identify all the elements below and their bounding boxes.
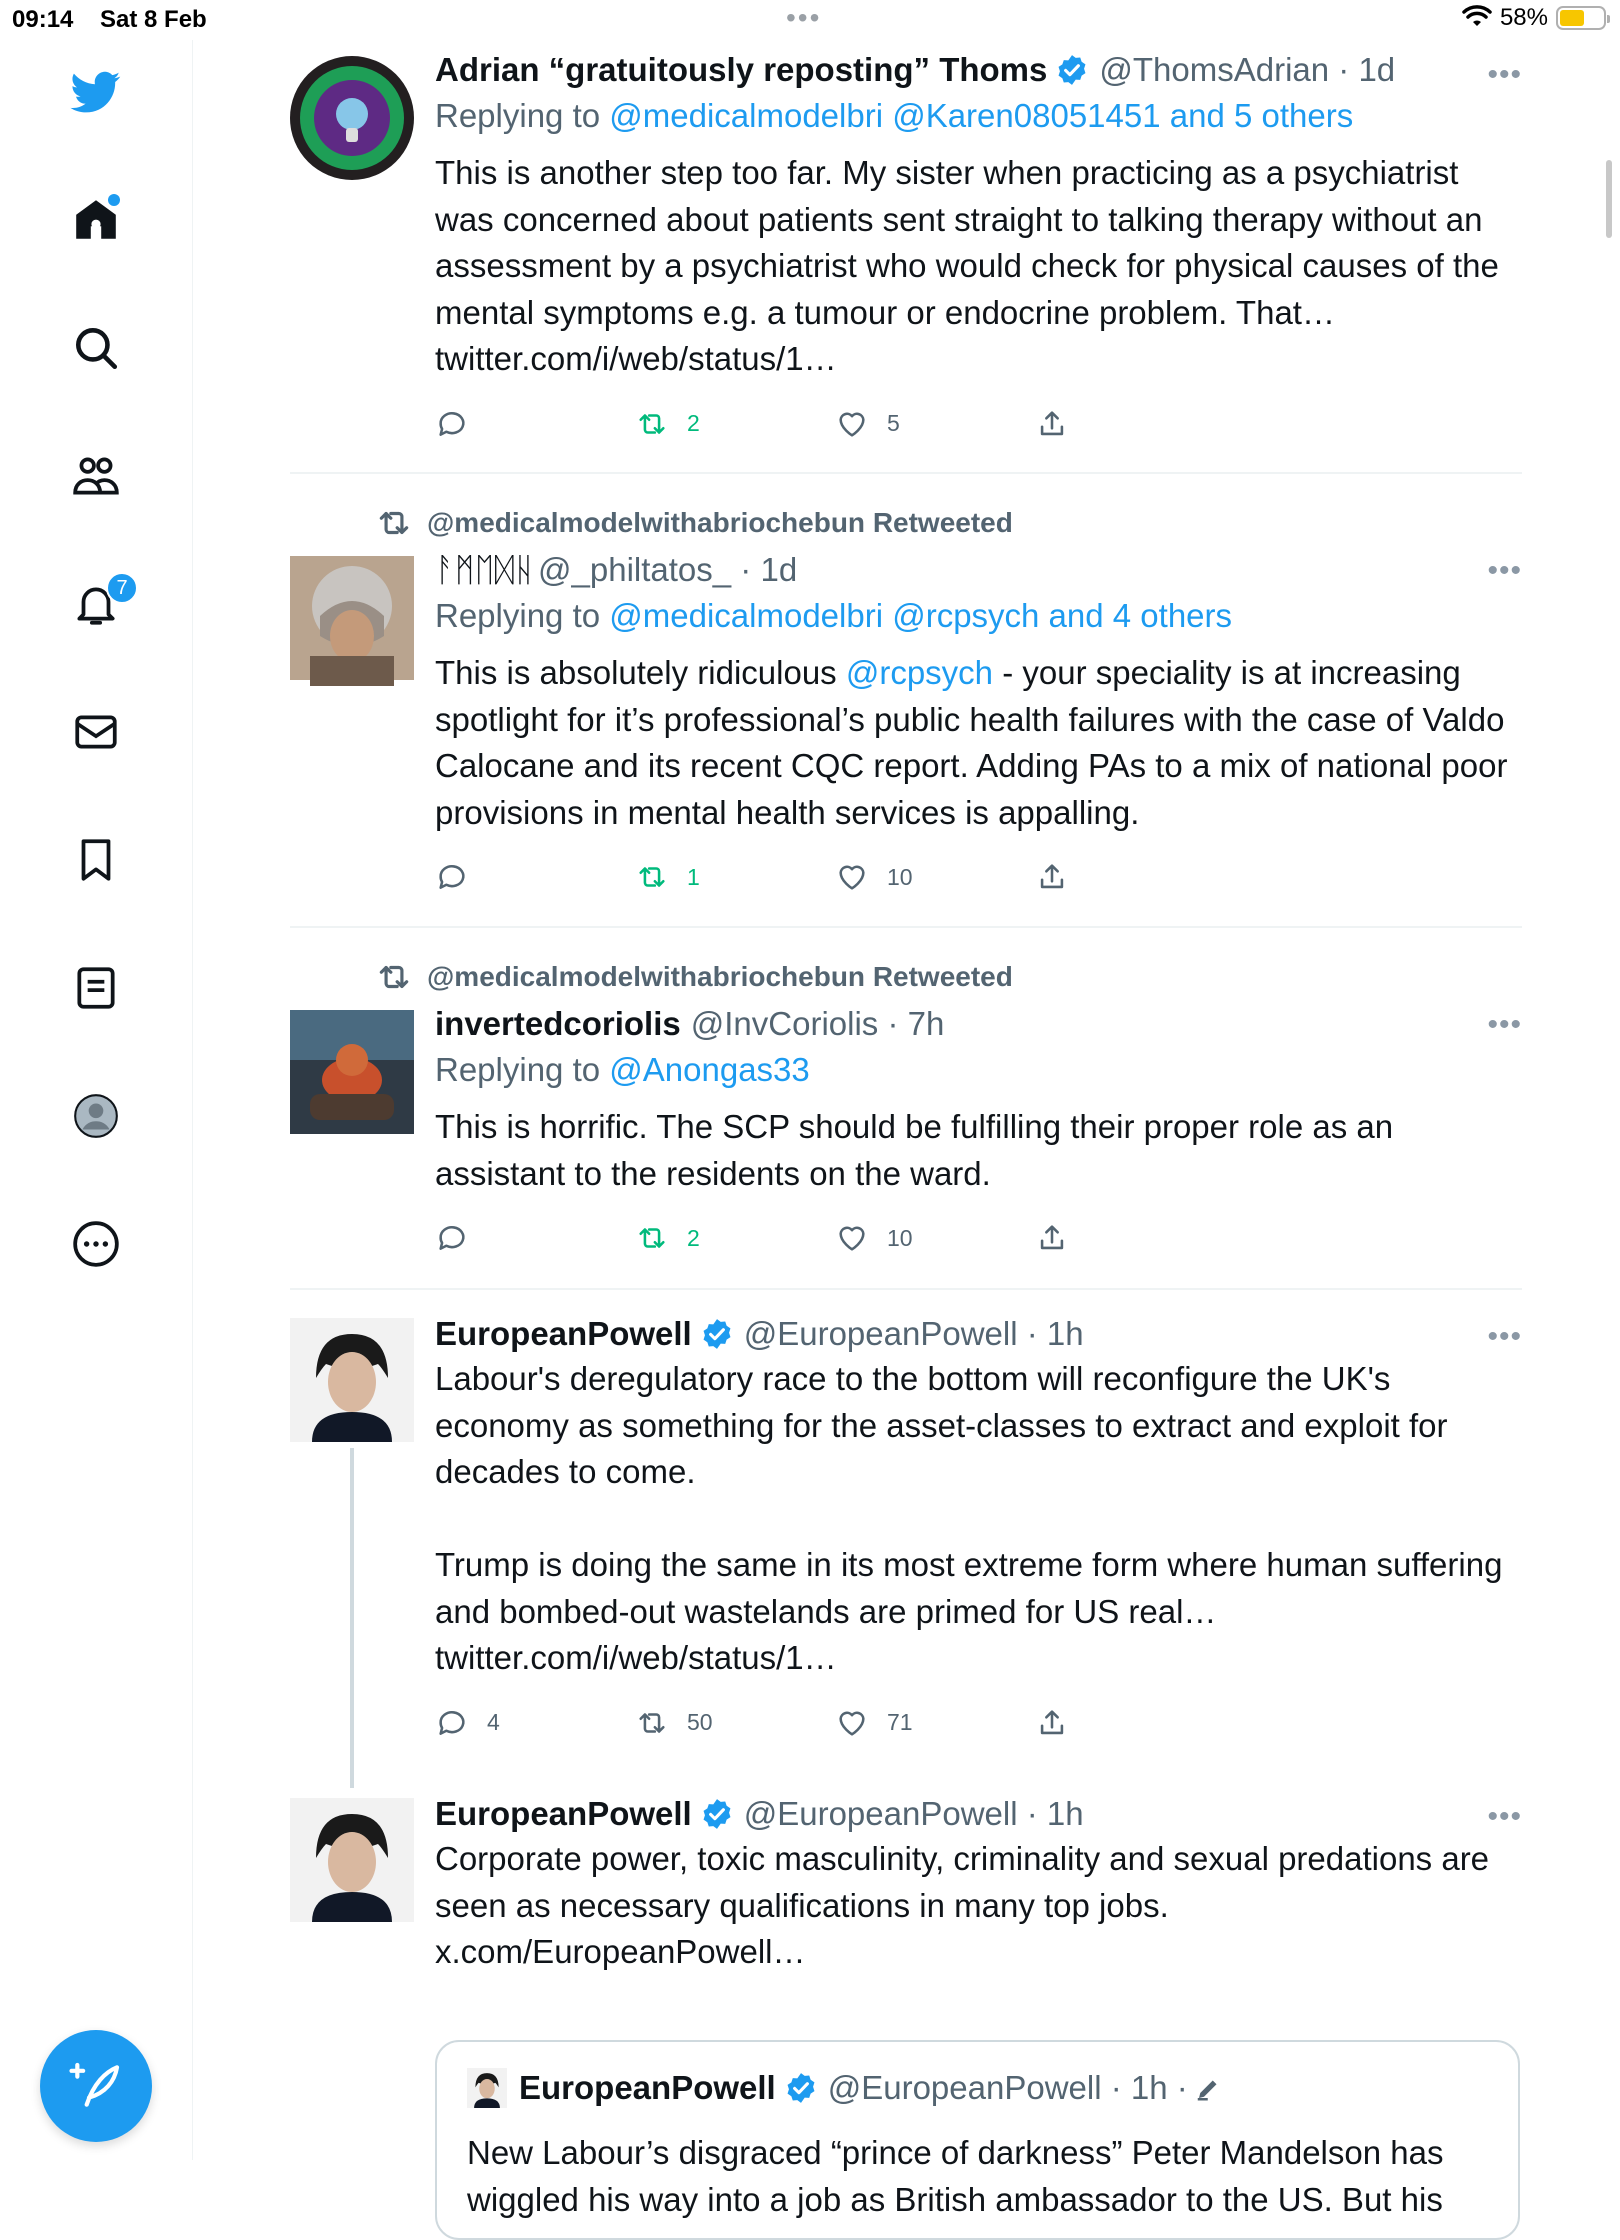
verified-badge-icon	[700, 1797, 734, 1831]
reply-icon	[435, 1221, 469, 1255]
reply-mentions[interactable]: @medicalmodelbri @Karen08051451 and 5 others	[609, 97, 1354, 134]
retweet-count: 2	[687, 410, 700, 436]
share-button[interactable]	[1035, 1706, 1069, 1740]
heart-icon	[835, 860, 869, 894]
battery-percent: 58%	[1499, 4, 1548, 31]
tweet-content	[435, 1312, 1510, 1746]
tweet-link[interactable]: twitter.com/i/web/status/1…	[435, 340, 837, 377]
tweet-text: Labour's deregulatory race to the bottom will reconfigure the UK's economy as something for the asset-classes to extract and exploit for decades to come. Trump is doing the same in its most extreme form where human suffering and bombed-out wastelands are primed for US real…	[435, 1360, 1503, 1630]
compose-icon	[68, 2058, 124, 2114]
tweet-actions	[435, 860, 1510, 900]
retweet-small-icon	[375, 504, 413, 542]
retweeted-by-text[interactable]: @medicalmodelwithabriochebun Retweeted	[427, 507, 1013, 538]
tweet-header	[435, 1792, 1510, 1836]
tweet-content	[435, 48, 1510, 447]
quoted-tweet[interactable]	[435, 2040, 1520, 2240]
multitasking-dots[interactable]: •••	[786, 2, 822, 33]
heart-icon	[835, 1706, 869, 1740]
verified-badge-icon	[1055, 53, 1089, 87]
retweet-count: 50	[687, 1709, 713, 1735]
communities-icon[interactable]	[66, 446, 126, 506]
share-icon	[1035, 860, 1069, 894]
retweeted-by-text[interactable]: @medicalmodelwithabriochebun Retweeted	[427, 961, 1013, 992]
home-icon[interactable]	[66, 190, 126, 250]
battery-fill	[1560, 10, 1584, 26]
thread-connector	[350, 1448, 354, 1788]
retweet-count: 2	[687, 1224, 700, 1251]
tweet-text: Corporate power, toxic masculinity, criminality and sexual predations are seen as necessary qualifications in many top jobs.	[435, 1840, 1490, 1924]
share-button[interactable]	[1035, 1221, 1069, 1255]
tweet-divider	[290, 472, 1522, 474]
retweet-count: 1	[687, 863, 700, 890]
reply-button[interactable]	[435, 860, 487, 894]
tweet-actions	[435, 1706, 1510, 1746]
avatar[interactable]	[290, 1798, 414, 1922]
tweet-header	[435, 1312, 1510, 1356]
replying-to	[435, 92, 1510, 140]
retweet-small-icon	[375, 958, 413, 996]
like-button[interactable]	[835, 860, 913, 894]
reply-button[interactable]	[435, 1706, 500, 1740]
notifications-icon[interactable]	[66, 574, 126, 634]
replying-to-label: Replying to	[435, 1051, 610, 1088]
bookmarks-icon[interactable]	[66, 830, 126, 890]
search-icon[interactable]	[66, 318, 126, 378]
heart-icon	[835, 407, 869, 441]
tweet-header	[435, 548, 1510, 592]
tweet-text: This is another step too far. My sister when practicing as a psychiatrist was concerned about patients sent straight to talking therapy without an assessment by a psychiatrist who would check for physical causes of the mental symptoms e.g. a tumour or endocrine problem. That…	[435, 154, 1499, 331]
retweet-button[interactable]	[635, 1221, 700, 1255]
like-button[interactable]	[835, 1221, 913, 1255]
tweet-link[interactable]: twitter.com/i/web/status/1…	[435, 1639, 837, 1676]
retweet-button[interactable]	[635, 860, 700, 894]
quoted-author-name: EuropeanPowell	[519, 2069, 776, 2106]
quoted-tweet-header	[467, 2068, 1224, 2108]
tweet-actions	[435, 407, 1510, 447]
quoted-avatar	[467, 2068, 507, 2108]
status-bar	[0, 0, 1620, 40]
mention-link[interactable]: @rcpsych	[845, 654, 994, 691]
replying-to-label: Replying to	[435, 597, 610, 634]
tweet-content	[435, 1792, 1510, 1976]
tweet-actions	[435, 1221, 1510, 1261]
reply-mentions[interactable]: @Anongas33	[609, 1051, 810, 1088]
author-name[interactable]: ᚨᛗᛖᛞᚺ	[435, 551, 535, 588]
retweet-icon	[635, 860, 669, 894]
tweet-more-icon[interactable]: •••	[1487, 58, 1522, 91]
tweet-more-icon[interactable]: •••	[1487, 1008, 1522, 1041]
replying-to-label: Replying to	[435, 97, 610, 134]
tweet-content	[435, 548, 1510, 900]
share-button[interactable]	[1035, 860, 1069, 894]
reply-icon	[435, 1706, 469, 1740]
author-handle[interactable]: @EuropeanPowell · 1h	[743, 1315, 1084, 1352]
like-count: 71	[887, 1709, 913, 1735]
quoted-author-handle: @EuropeanPowell · 1h ·	[827, 2069, 1188, 2106]
author-handle[interactable]: @EuropeanPowell · 1h	[743, 1795, 1084, 1832]
like-count: 10	[887, 1224, 913, 1251]
tweet-more-icon[interactable]: •••	[1487, 554, 1522, 587]
like-count: 10	[887, 863, 913, 890]
reply-mentions[interactable]: @medicalmodelbri @rcpsych and 4 others	[609, 597, 1233, 634]
share-icon	[1035, 407, 1069, 441]
wifi-icon	[1462, 6, 1492, 30]
tweet-more-icon[interactable]: •••	[1487, 1800, 1522, 1833]
avatar[interactable]	[290, 1010, 414, 1134]
verified-badge-icon	[700, 1317, 734, 1351]
timeline-feed	[290, 40, 1522, 2218]
edited-pencil-icon	[1194, 2073, 1224, 2103]
author-handle[interactable]: @_philtatos_ · 1d	[538, 551, 798, 588]
share-button[interactable]	[1035, 407, 1069, 441]
reply-button[interactable]	[435, 1221, 487, 1255]
author-name[interactable]: Adrian “gratuitously reposting” Thoms	[435, 51, 1048, 88]
tweet-header	[435, 48, 1510, 92]
notifications-badge: 7	[106, 572, 138, 604]
author-handle[interactable]: @ThomsAdrian · 1d	[1099, 51, 1396, 88]
tweet-text-part: This is absolutely ridiculous	[435, 654, 846, 691]
battery-icon	[1556, 6, 1606, 30]
retweet-icon	[635, 1706, 669, 1740]
reply-button[interactable]	[435, 407, 487, 441]
reply-icon	[435, 860, 469, 894]
lists-icon[interactable]	[66, 958, 126, 1018]
tweet-link[interactable]: x.com/EuropeanPowell…	[435, 1933, 806, 1970]
compose-button[interactable]	[40, 2030, 152, 2142]
quoted-tweet-text: New Labour’s disgraced “prince of darkness” Peter Mandelson has wiggled his way into a job as British ambassador to the US. But his	[467, 2134, 1444, 2218]
replying-to	[435, 1046, 1510, 1094]
share-icon	[1035, 1706, 1069, 1740]
share-icon	[1035, 1221, 1069, 1255]
sidebar	[0, 40, 193, 2160]
scrollbar[interactable]	[1606, 160, 1612, 238]
tweet-header	[435, 1002, 1510, 1046]
author-name[interactable]: invertedcoriolis	[435, 1005, 681, 1042]
status-indicators	[1462, 4, 1606, 32]
home-notification-dot	[108, 194, 120, 206]
messages-icon[interactable]	[66, 702, 126, 762]
author-name[interactable]: EuropeanPowell	[435, 1315, 692, 1352]
avatar[interactable]	[290, 556, 414, 680]
retweeted-by	[375, 504, 1013, 542]
tweet-text	[435, 650, 1510, 836]
like-button[interactable]	[835, 1706, 913, 1740]
like-button[interactable]	[835, 407, 900, 441]
reply-icon	[435, 407, 469, 441]
more-icon[interactable]	[66, 1214, 126, 1274]
retweet-button[interactable]	[635, 407, 700, 441]
tweet-divider	[290, 926, 1522, 928]
retweet-icon	[635, 1221, 669, 1255]
heart-icon	[835, 1221, 869, 1255]
twitter-logo-icon[interactable]	[66, 62, 126, 122]
avatar[interactable]	[290, 56, 414, 180]
avatar[interactable]	[290, 1318, 414, 1442]
tweet-content	[435, 1002, 1510, 1261]
author-name[interactable]: EuropeanPowell	[435, 1795, 692, 1832]
tweet-divider	[290, 1288, 1522, 1290]
reply-count: 4	[487, 1709, 500, 1735]
tweet-text: This is horrific. The SCP should be fulfilling their proper role as an assistant to the residents on the ward.	[435, 1108, 1394, 1192]
verified-badge-icon	[784, 2071, 818, 2105]
like-count: 5	[887, 410, 900, 436]
replying-to	[435, 592, 1510, 640]
status-date: Sat 8 Feb	[100, 6, 207, 33]
retweet-button[interactable]	[635, 1706, 713, 1740]
tweet-more-icon[interactable]: •••	[1487, 1320, 1522, 1353]
retweeted-by	[375, 958, 1013, 996]
author-handle[interactable]: @InvCoriolis · 7h	[690, 1005, 945, 1042]
profile-icon[interactable]	[66, 1086, 126, 1146]
status-time: 09:14	[12, 6, 74, 33]
tweet-text-part: - your speciality is at increasing spotlight for it’s professional’s public health failures with the case of Valdo Calocane and its recent CQC report. Adding PAs to a mix of national poor provisions in mental health services is appalling.	[435, 654, 1508, 831]
retweet-icon	[635, 407, 669, 441]
